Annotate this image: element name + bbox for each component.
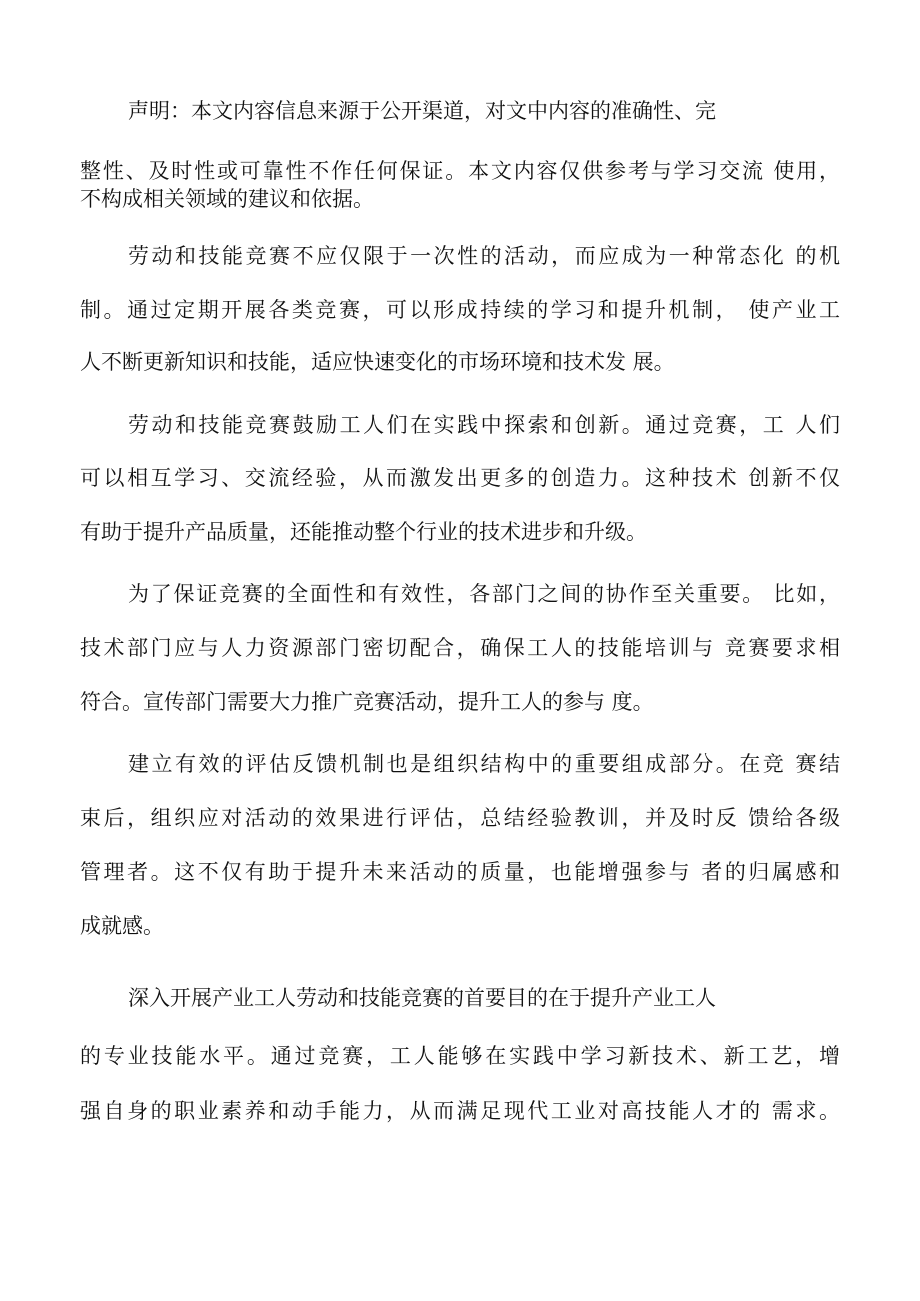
paragraph-line: 为了保证竞赛的全面性和有效性，各部门之间的协作至关重要。 比如，	[128, 582, 840, 606]
paragraph-line: 有助于提升产品质量，还能推动整个行业的技术进步和升级。	[80, 520, 647, 544]
paragraph-line: 成就感。	[80, 914, 164, 938]
paragraph-line: 符合。宣传部门需要大力推广竞赛活动，提升工人的参与 度。	[80, 690, 654, 714]
disclaimer-line-3: 不构成相关领域的建议和依据。	[80, 187, 374, 211]
paragraph-line: 可以相互学习、交流经验，从而激发出更多的创造力。这种技术 创新不仅	[80, 466, 840, 490]
paragraph-line: 技术部门应与人力资源部门密切配合，确保工人的技能培训与 竞赛要求相	[80, 636, 840, 660]
paragraph-line: 劳动和技能竞赛鼓励工人们在实践中探索和创新。通过竞赛，工 人们	[128, 413, 840, 437]
disclaimer-line-1: 声明：本文内容信息来源于公开渠道，对文中内容的准确性、完	[128, 99, 716, 123]
paragraph-line: 劳动和技能竞赛不应仅限于一次性的活动，而应成为一种常态化 的机	[128, 244, 840, 268]
paragraph-line: 建立有效的评估反馈机制也是组织结构中的重要组成部分。在竞 赛结	[128, 752, 840, 776]
paragraph-line: 束后，组织应对活动的效果进行评估，总结经验教训，并及时反 馈给各级	[80, 806, 840, 830]
paragraph-line: 深入开展产业工人劳动和技能竞赛的首要目的在于提升产业工人	[128, 986, 716, 1010]
paragraph-line: 人不断更新知识和技能，适应快速变化的市场环境和技术发 展。	[80, 350, 675, 374]
paragraph-line: 的专业技能水平。通过竞赛，工人能够在实践中学习新技术、新工艺，增	[80, 1044, 840, 1068]
disclaimer-line-2: 整性、及时性或可靠性不作任何保证。本文内容仅供参考与学习交流 使用，	[80, 159, 840, 183]
paragraph-line: 强自身的职业素养和动手能力，从而满足现代工业对高技能人才的 需求。	[80, 1099, 840, 1123]
paragraph-line: 管理者。这不仅有助于提升未来活动的质量，也能增强参与 者的归属感和	[80, 860, 840, 884]
paragraph-line: 制。通过定期开展各类竞赛，可以形成持续的学习和提升机制， 使产业工	[80, 298, 840, 322]
